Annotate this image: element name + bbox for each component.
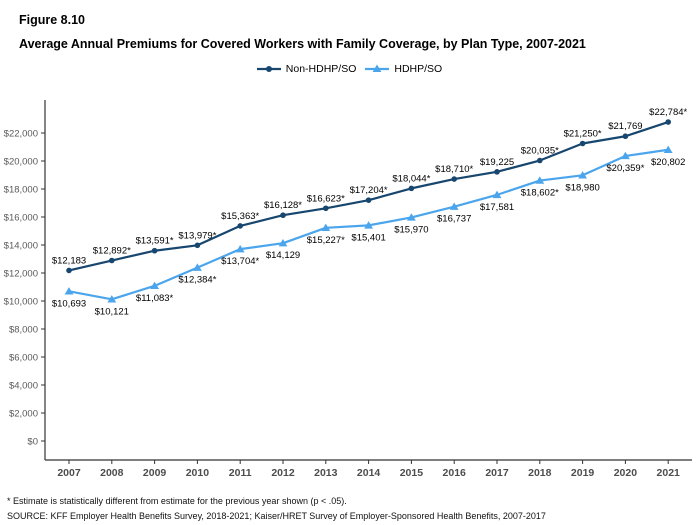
data-point-marker <box>665 119 671 125</box>
data-point-label: $20,802 <box>651 156 686 168</box>
data-point-label: $19,225 <box>479 156 515 168</box>
data-point-label: $16,128* <box>263 200 303 212</box>
data-point-marker <box>623 133 629 139</box>
data-point-label: $21,250* <box>563 128 602 140</box>
x-axis-tick-label: 2016 <box>442 467 466 479</box>
data-point-label: $10,693 <box>51 298 87 310</box>
data-point-label: $20,359* <box>606 162 645 174</box>
page-title: Average Annual Premiums for Covered Workers with Family Coverage, by Plan Type, 2007-2021 <box>19 37 586 51</box>
estimate-note: * Estimate is statistically different from estimate for the previous year shown (p < .05). <box>7 496 347 506</box>
x-axis-tick-label: 2014 <box>356 467 381 479</box>
data-point-label: $17,204* <box>349 185 388 197</box>
x-axis-tick-label: 2011 <box>228 467 252 479</box>
data-point-label: $16,623* <box>306 193 345 205</box>
y-axis-tick-label: $20,000 <box>3 156 38 168</box>
y-axis-tick-label: $12,000 <box>3 268 38 280</box>
data-point-label: $13,979* <box>178 230 217 242</box>
data-point-label: $18,602* <box>520 187 559 199</box>
x-axis-tick-label: 2019 <box>570 467 595 479</box>
data-point-marker <box>451 176 457 182</box>
x-axis-tick-label: 2018 <box>528 467 552 479</box>
data-point-label: $22,784* <box>649 107 688 119</box>
x-axis-tick-label: 2015 <box>399 467 424 479</box>
data-point-label: $15,227* <box>306 234 345 246</box>
x-axis-tick-label: 2013 <box>314 467 338 479</box>
y-axis-tick-label: $8,000 <box>8 324 38 336</box>
data-point-marker <box>366 197 372 203</box>
legend-label-hdhp-so: HDHP/SO <box>394 63 443 75</box>
data-point-marker <box>580 141 586 147</box>
data-point-marker <box>195 242 201 248</box>
y-axis-tick-label: $2,000 <box>8 408 38 420</box>
y-axis-tick-label: $14,000 <box>3 240 38 252</box>
data-point-label: $12,892* <box>92 245 131 257</box>
data-point-label: $14,129 <box>265 250 301 262</box>
y-axis-tick-label: $0 <box>27 436 38 448</box>
data-point-label: $20,035* <box>520 145 559 157</box>
y-axis-tick-label: $6,000 <box>8 352 38 364</box>
series-line <box>69 122 668 270</box>
data-point-label: $18,710* <box>435 164 474 176</box>
data-point-label: $21,769 <box>608 121 643 133</box>
x-axis-tick-label: 2008 <box>100 467 124 479</box>
footnotes <box>7 494 695 524</box>
x-axis-tick-label: 2012 <box>271 467 295 479</box>
data-point-label: $18,044* <box>392 173 431 185</box>
data-point-label: $18,980 <box>565 182 600 194</box>
x-axis-tick-label: 2021 <box>656 467 680 479</box>
x-axis-tick-label: 2020 <box>613 467 638 479</box>
legend-label-non-hdhp-so: Non-HDHP/SO <box>285 63 357 75</box>
x-axis-tick-label: 2017 <box>485 467 509 479</box>
y-axis-tick-label: $22,000 <box>3 128 38 140</box>
x-axis-tick-label: 2007 <box>57 467 81 479</box>
data-point-marker <box>537 158 543 164</box>
x-axis-tick-label: 2009 <box>142 467 167 479</box>
data-point-label: $16,737 <box>437 213 472 225</box>
y-axis-tick-label: $18,000 <box>3 184 38 196</box>
source-note: SOURCE: KFF Employer Health Benefits Survey, 2018-2021; Kaiser/HRET Survey of Employer-Sponsored Health Benefits, 2007-2017 <box>7 511 546 521</box>
data-point-marker <box>494 169 500 175</box>
data-point-label: $12,384* <box>178 274 217 286</box>
data-point-marker <box>409 186 415 192</box>
data-point-marker <box>109 258 115 264</box>
data-point-marker <box>237 223 243 229</box>
data-point-label: $12,183 <box>51 255 87 267</box>
data-point-marker <box>280 212 286 218</box>
figure-number: Figure 8.10 <box>19 13 85 27</box>
y-axis-tick-label: $16,000 <box>3 212 38 224</box>
data-point-marker <box>323 205 329 211</box>
x-axis-tick-label: 2010 <box>185 467 210 479</box>
y-axis-tick-label: $4,000 <box>8 380 38 392</box>
data-point-label: $13,591* <box>135 235 174 247</box>
data-point-marker <box>66 268 72 274</box>
data-point-label: $15,401 <box>351 232 386 244</box>
y-axis-tick-label: $10,000 <box>3 296 38 308</box>
data-point-label: $15,363* <box>221 210 260 222</box>
data-point-label: $10,121 <box>94 306 129 318</box>
data-point-label: $13,704* <box>221 256 260 268</box>
data-point-marker <box>152 248 158 254</box>
data-point-label: $11,083* <box>135 292 174 304</box>
data-point-label: $15,970 <box>394 224 429 236</box>
data-point-label: $17,581 <box>479 201 515 213</box>
